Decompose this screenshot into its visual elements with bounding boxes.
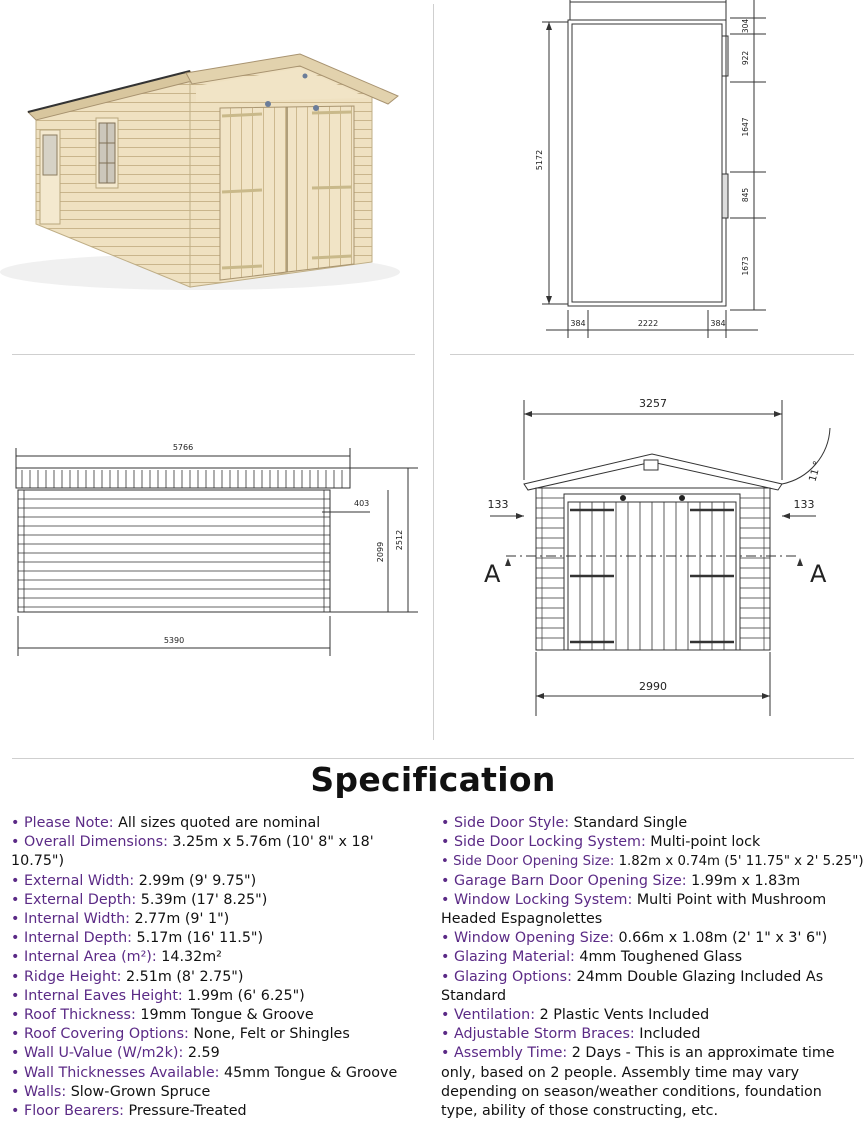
- dim-left-overhang: 133: [487, 498, 509, 511]
- spec-row: • Side Door Locking System: Multi-point lock: [441, 834, 761, 851]
- spec-row: • Internal Depth: 5.17m (16' 11.5"): [11, 930, 264, 947]
- spec-row: • Assembly Time: 2 Days - This is an approximate time only, based on 2 people. Assembly time may vary depending on season/weather conditions, foundation type, ability of those constructing, etc.: [441, 1045, 835, 1120]
- spec-row: • External Depth: 5.39m (17' 8.25"): [11, 891, 268, 908]
- spec-row: • Ventilation: 2 Plastic Vents Included: [441, 1007, 710, 1024]
- divider-top-right: [450, 354, 854, 355]
- dim-ridge-height: 2512: [395, 529, 404, 551]
- dim-eaves-height: 2099: [376, 541, 385, 563]
- spec-row: • Please Note: All sizes quoted are nominal: [11, 815, 321, 831]
- spec-left-column: [11, 814, 431, 1121]
- spec-row: • External Width: 2.99m (9' 9.75"): [11, 872, 257, 889]
- front-elevation-drawing: [470, 390, 866, 720]
- spec-row: • Garage Barn Door Opening Size: 1.99m x 1.83m: [441, 872, 801, 889]
- divider-vertical: [433, 4, 434, 740]
- dim-bottom-mid: 2222: [637, 319, 659, 328]
- dim-right-overhang: 133: [793, 498, 815, 511]
- spec-row: • Internal Eaves Height: 1.99m (6' 6.25"): [11, 987, 305, 1004]
- spec-row: • Roof Covering Options: None, Felt or Shingles: [11, 1026, 350, 1043]
- side-elevation-drawing: [10, 436, 430, 666]
- spec-row: • Roof Thickness: 19mm Tongue & Groove: [11, 1007, 314, 1024]
- spec-row: • Side Door Style: Standard Single: [441, 815, 688, 831]
- section-label-right: A: [810, 560, 827, 588]
- garage-product-image: [0, 40, 420, 310]
- dim-seg-5: 1673: [741, 256, 750, 276]
- spec-row: • Wall Thicknesses Available: 45mm Tongue & Groove: [11, 1064, 398, 1081]
- spec-row: • Internal Area (m²): 14.32m²: [11, 949, 222, 966]
- dim-seg-4: 845: [741, 187, 750, 203]
- spec-right-column: [441, 814, 864, 1121]
- dim-wall-width: 2990: [639, 680, 667, 693]
- spec-row: • Glazing Material: 4mm Toughened Glass: [441, 949, 743, 966]
- dim-bottom-right: 384: [710, 319, 726, 328]
- divider-spec: [12, 758, 854, 759]
- spec-row: • Side Door Opening Size: 1.82m x 0.74m (5' 11.75" x 2' 5.25"): [441, 854, 864, 870]
- dim-depth-total: 5172: [535, 149, 544, 171]
- dim-base-length: 5390: [163, 636, 185, 645]
- spec-row: • Walls: Slow-Grown Spruce: [11, 1083, 211, 1100]
- spec-row: • Overall Dimensions: 3.25m x 5.76m (10' 8" x 18' 10.75"): [11, 834, 374, 870]
- spec-row: • Ridge Height: 2.51m (8' 2.75"): [11, 968, 244, 985]
- dim-seg-1: 304: [741, 18, 750, 34]
- spec-row: • Adjustable Storm Braces: Included: [441, 1026, 701, 1043]
- spec-row: • Window Locking System: Multi Point with Mushroom Headed Espagnolettes: [441, 891, 827, 928]
- section-label-left: A: [484, 560, 501, 588]
- spec-row: • Wall U-Value (W/m2k): 2.59: [11, 1045, 220, 1062]
- dim-overhang: 403: [354, 499, 370, 508]
- dim-seg-3: 1647: [741, 117, 750, 137]
- spec-title: Specification: [310, 760, 556, 799]
- spec-row: • Window Opening Size: 0.66m x 1.08m (2' 1" x 3' 6"): [441, 930, 828, 947]
- dim-bottom-left: 384: [570, 319, 586, 328]
- divider-top-left: [12, 354, 415, 355]
- spec-row: • Internal Width: 2.77m (9' 1"): [11, 911, 230, 928]
- dim-overall-length: 5766: [172, 443, 194, 452]
- spec-row: • Glazing Options: 24mm Double Glazing Included As Standard: [441, 968, 824, 1004]
- dim-seg-2: 922: [741, 50, 750, 66]
- spec-row: • Floor Bearers: Pressure-Treated: [11, 1103, 247, 1120]
- floor-plan-drawing: [530, 0, 866, 345]
- dim-roof-pitch: 11 °: [807, 459, 824, 483]
- dim-overall-width: 3257: [639, 397, 667, 410]
